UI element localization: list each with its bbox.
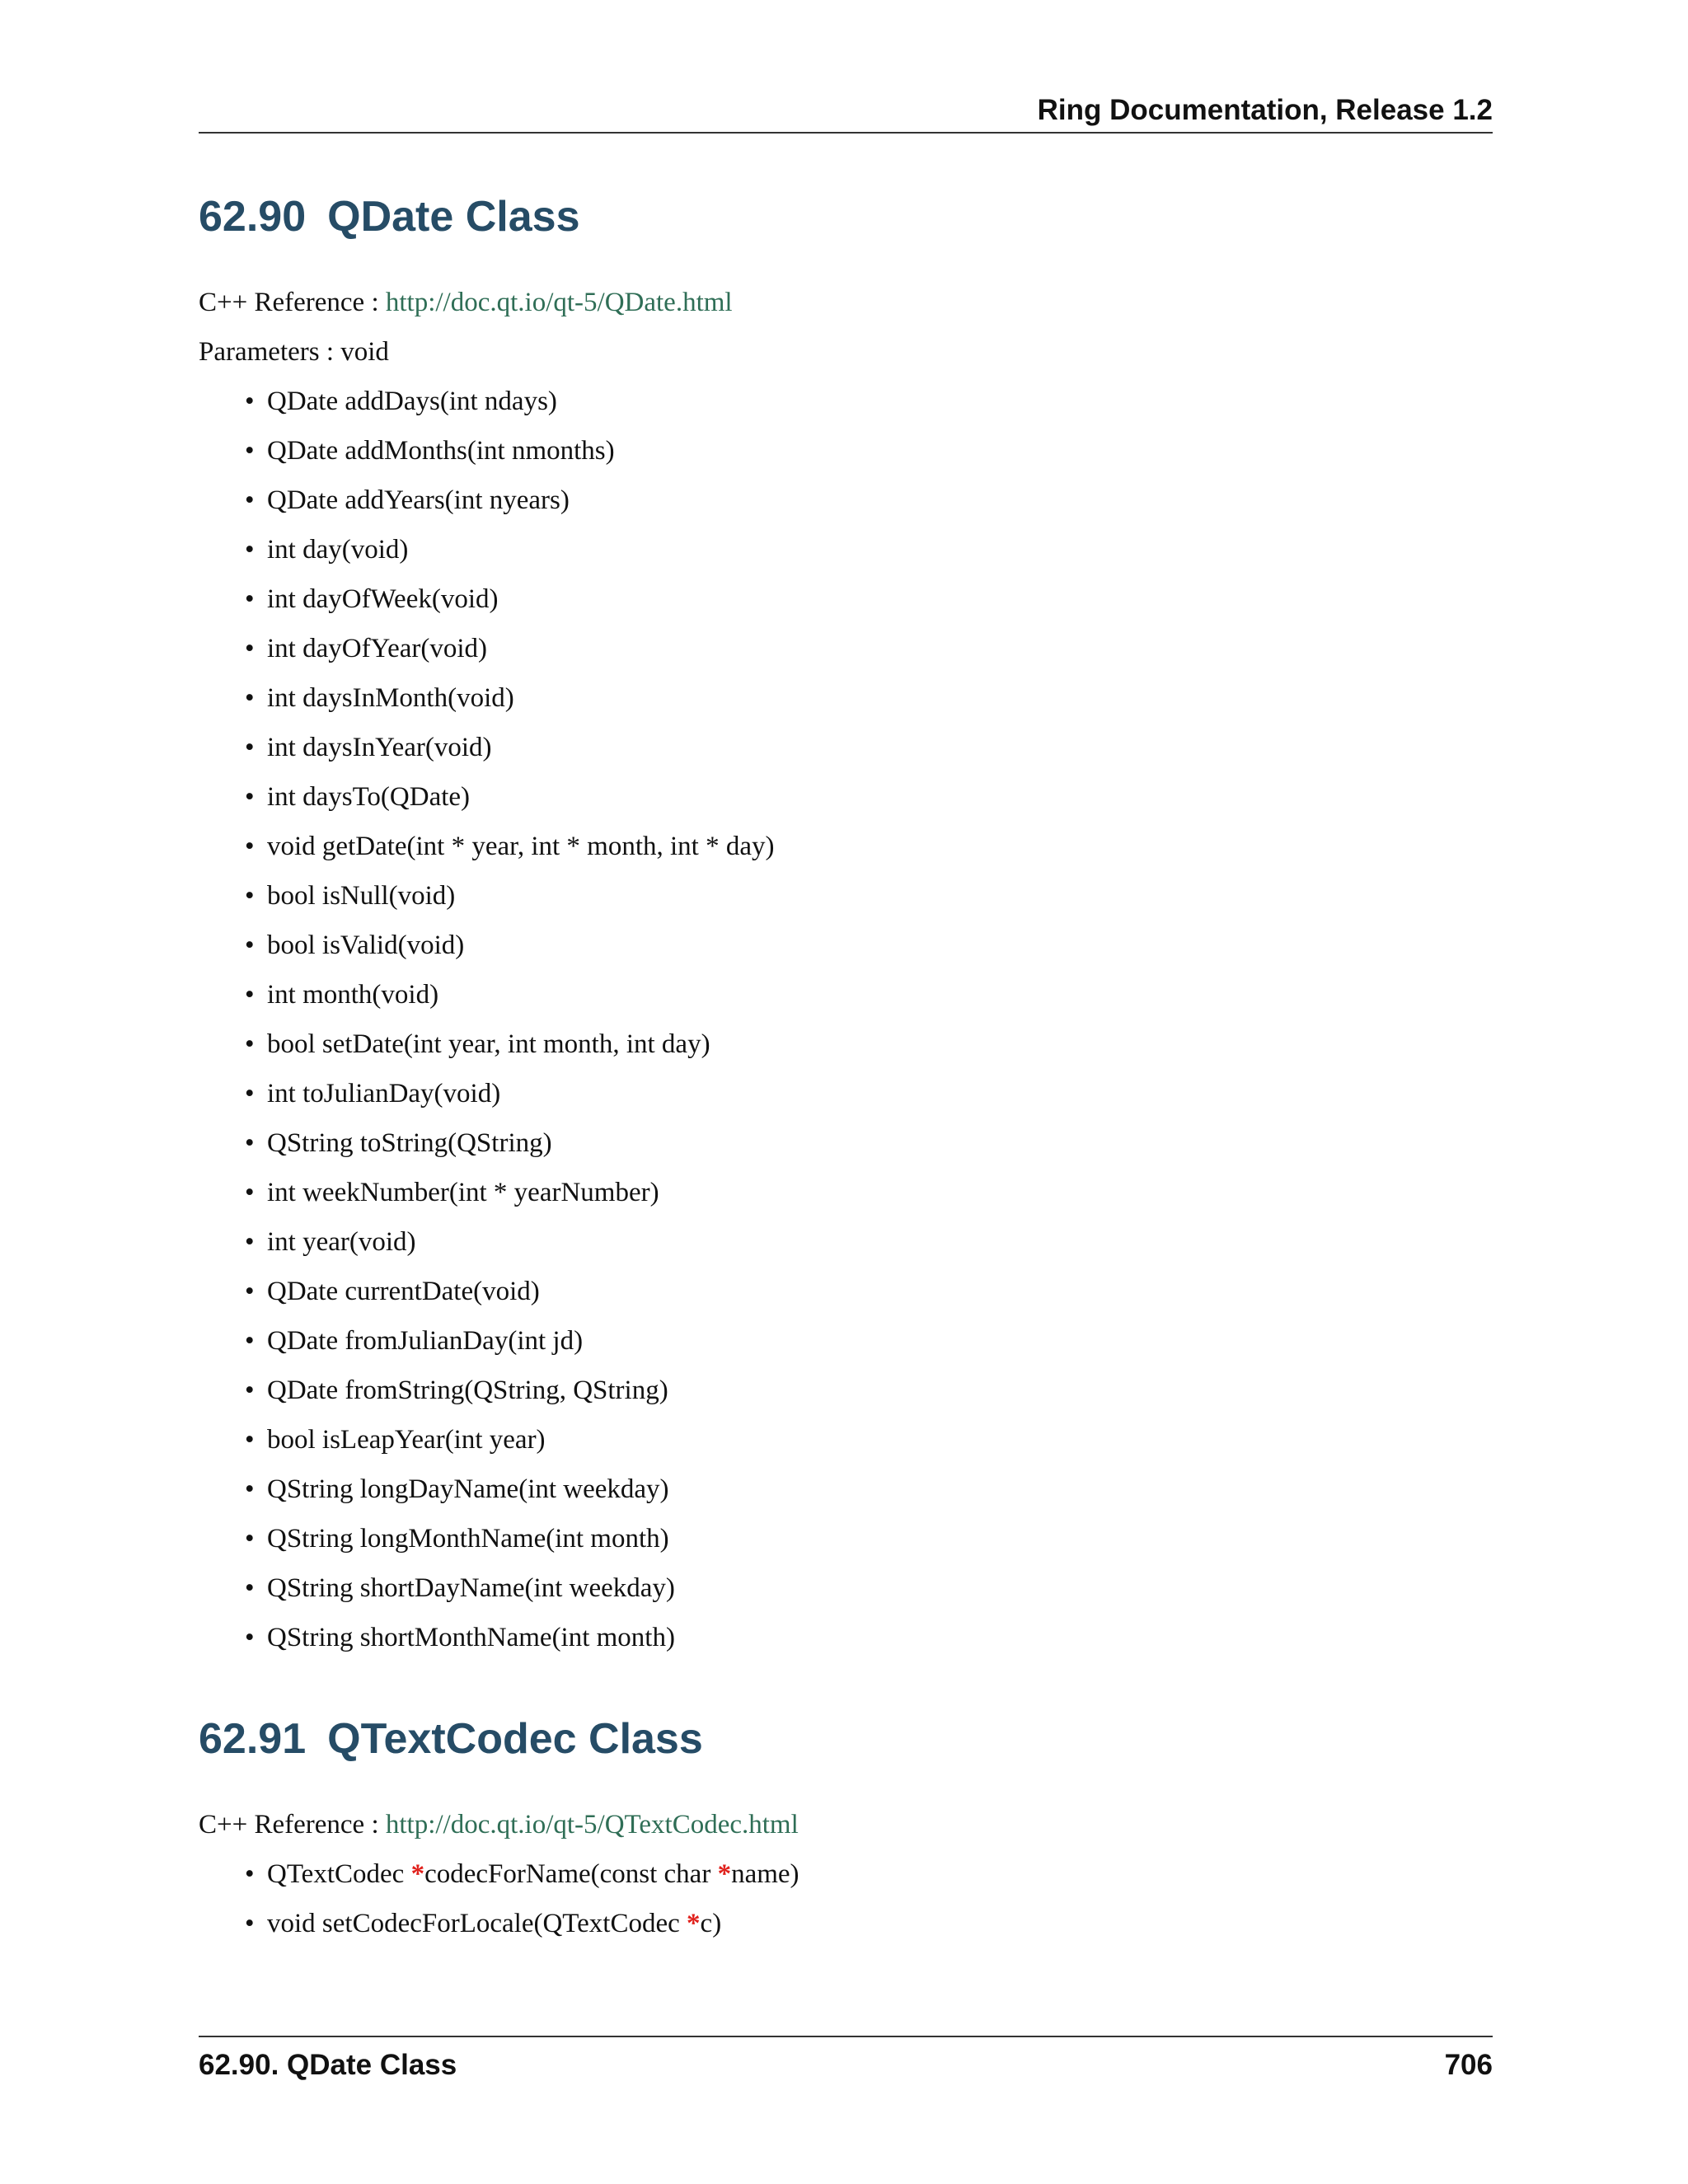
method-signature: int day(void) [267,535,409,565]
bullet-icon: • [245,980,255,1010]
list-item [0,1324,774,1374]
section-heading-qdate [199,194,580,241]
bullet-icon: • [245,832,255,861]
bullet-icon: • [245,584,255,614]
bullet-icon: • [245,1128,255,1158]
reference-label: C++ Reference : [199,288,386,317]
bullet-icon: • [245,1859,255,1889]
pointer-star: * [687,1909,701,1938]
reference-link-qdate[interactable]: http://doc.qt.io/qt-5/QDate.html [385,288,733,317]
list-item [0,682,774,731]
page-footer [199,2036,1493,2087]
section-title: QTextCodec Class [327,1715,703,1763]
bullet-icon: • [245,930,255,960]
method-signature: QDate addMonths(int nmonths) [267,436,615,466]
method-signature: bool setDate(int year, int month, int day) [267,1029,710,1059]
method-signature: int month(void) [267,980,439,1010]
list-item [0,1522,774,1572]
method-signature: bool isNull(void) [267,881,456,911]
bullet-icon: • [245,436,255,466]
section-heading-qtextcodec [199,1716,703,1763]
method-part: codecForName(const char [424,1859,718,1889]
method-signature: QString toString(QString) [267,1128,552,1158]
bullet-icon: • [245,1573,255,1603]
method-signature: QDate currentDate(void) [267,1277,540,1306]
bullet-icon: • [245,1474,255,1504]
qdate-method-list [0,385,774,1671]
method-signature: QDate addDays(int ndays) [267,387,557,416]
method-signature: QString shortDayName(int weekday) [267,1573,675,1603]
list-item [0,1226,774,1275]
reference-link-qtextcodec[interactable]: http://doc.qt.io/qt-5/QTextCodec.html [385,1810,799,1840]
method-part: void setCodecForLocale(QTextCodec [267,1909,687,1938]
bullet-icon: • [245,1079,255,1108]
method-signature: void getDate(int * year, int * month, int * day) [267,832,775,861]
method-signature: QDate addYears(int nyears) [267,485,570,515]
list-item [0,1028,774,1077]
method-signature: int dayOfWeek(void) [267,584,499,614]
bullet-icon: • [245,1326,255,1356]
bullet-icon: • [245,1425,255,1455]
bullet-icon: • [245,535,255,565]
page-number: 706 [1444,2049,1493,2081]
page-header [199,91,1493,134]
list-item [0,929,774,978]
list-item [0,583,774,632]
list-item [0,1176,774,1226]
list-item [0,780,774,830]
bullet-icon: • [245,881,255,911]
method-signature: int daysInMonth(void) [267,683,514,713]
list-item [0,434,774,484]
bullet-icon: • [245,1524,255,1554]
reference-label: C++ Reference : [199,1810,386,1840]
method-signature: bool isValid(void) [267,930,465,960]
list-item [0,978,774,1028]
list-item [0,1473,774,1522]
list-item [0,1621,774,1671]
method-signature: QString shortMonthName(int month) [267,1623,675,1652]
bullet-icon: • [245,733,255,762]
bullet-icon: • [245,1227,255,1257]
method-signature: bool isLeapYear(int year) [267,1425,546,1455]
method-part: name) [731,1859,799,1889]
pointer-star: * [410,1859,425,1889]
bullet-icon: • [245,1277,255,1306]
list-item [0,1423,774,1473]
list-item [0,1077,774,1127]
list-item [0,1127,774,1176]
method-signature: int year(void) [267,1227,416,1257]
list-item [0,1275,774,1324]
cpp-reference-qdate [199,286,733,319]
bullet-icon: • [245,387,255,416]
method-signature: int daysTo(QDate) [267,782,471,812]
bullet-icon: • [245,782,255,812]
cpp-reference-qtextcodec [199,1808,799,1841]
list-item [0,1374,774,1423]
bullet-icon: • [245,1623,255,1652]
method-signature: int weekNumber(int * yearNumber) [267,1178,659,1207]
method-signature: int dayOfYear(void) [267,634,488,663]
list-item [0,731,774,780]
list-item [0,533,774,583]
method-signature: QString longMonthName(int month) [267,1524,669,1554]
footer-section: 62.90. QDate Class [199,2049,457,2081]
bullet-icon: • [245,1029,255,1059]
bullet-icon: • [245,1909,255,1938]
list-item [0,484,774,533]
bullet-icon: • [245,683,255,713]
document-title: Ring Documentation, Release 1.2 [1037,94,1493,126]
qtextcodec-method-list [0,1858,799,1957]
method-signature: int toJulianDay(void) [267,1079,501,1108]
list-item [0,879,774,929]
method-signature: QDate fromString(QString, QString) [267,1376,668,1405]
list-item [0,830,774,879]
list-item [0,632,774,682]
section-title: QDate Class [327,193,580,241]
list-item [0,1907,799,1957]
method-signature: int daysInYear(void) [267,733,492,762]
method-part: QTextCodec [267,1859,411,1889]
method-signature: QString longDayName(int weekday) [267,1474,669,1504]
pointer-star: * [717,1859,732,1889]
method-signature: QDate fromJulianDay(int jd) [267,1326,584,1356]
bullet-icon: • [245,485,255,515]
section-number: 62.90 [199,193,307,241]
list-item [0,1858,799,1907]
method-part: c) [700,1909,722,1938]
section-number: 62.91 [199,1715,307,1763]
parameters-text: Parameters : void [199,337,389,367]
list-item [0,385,774,434]
bullet-icon: • [245,1178,255,1207]
bullet-icon: • [245,634,255,663]
bullet-icon: • [245,1376,255,1405]
list-item [0,1572,774,1621]
